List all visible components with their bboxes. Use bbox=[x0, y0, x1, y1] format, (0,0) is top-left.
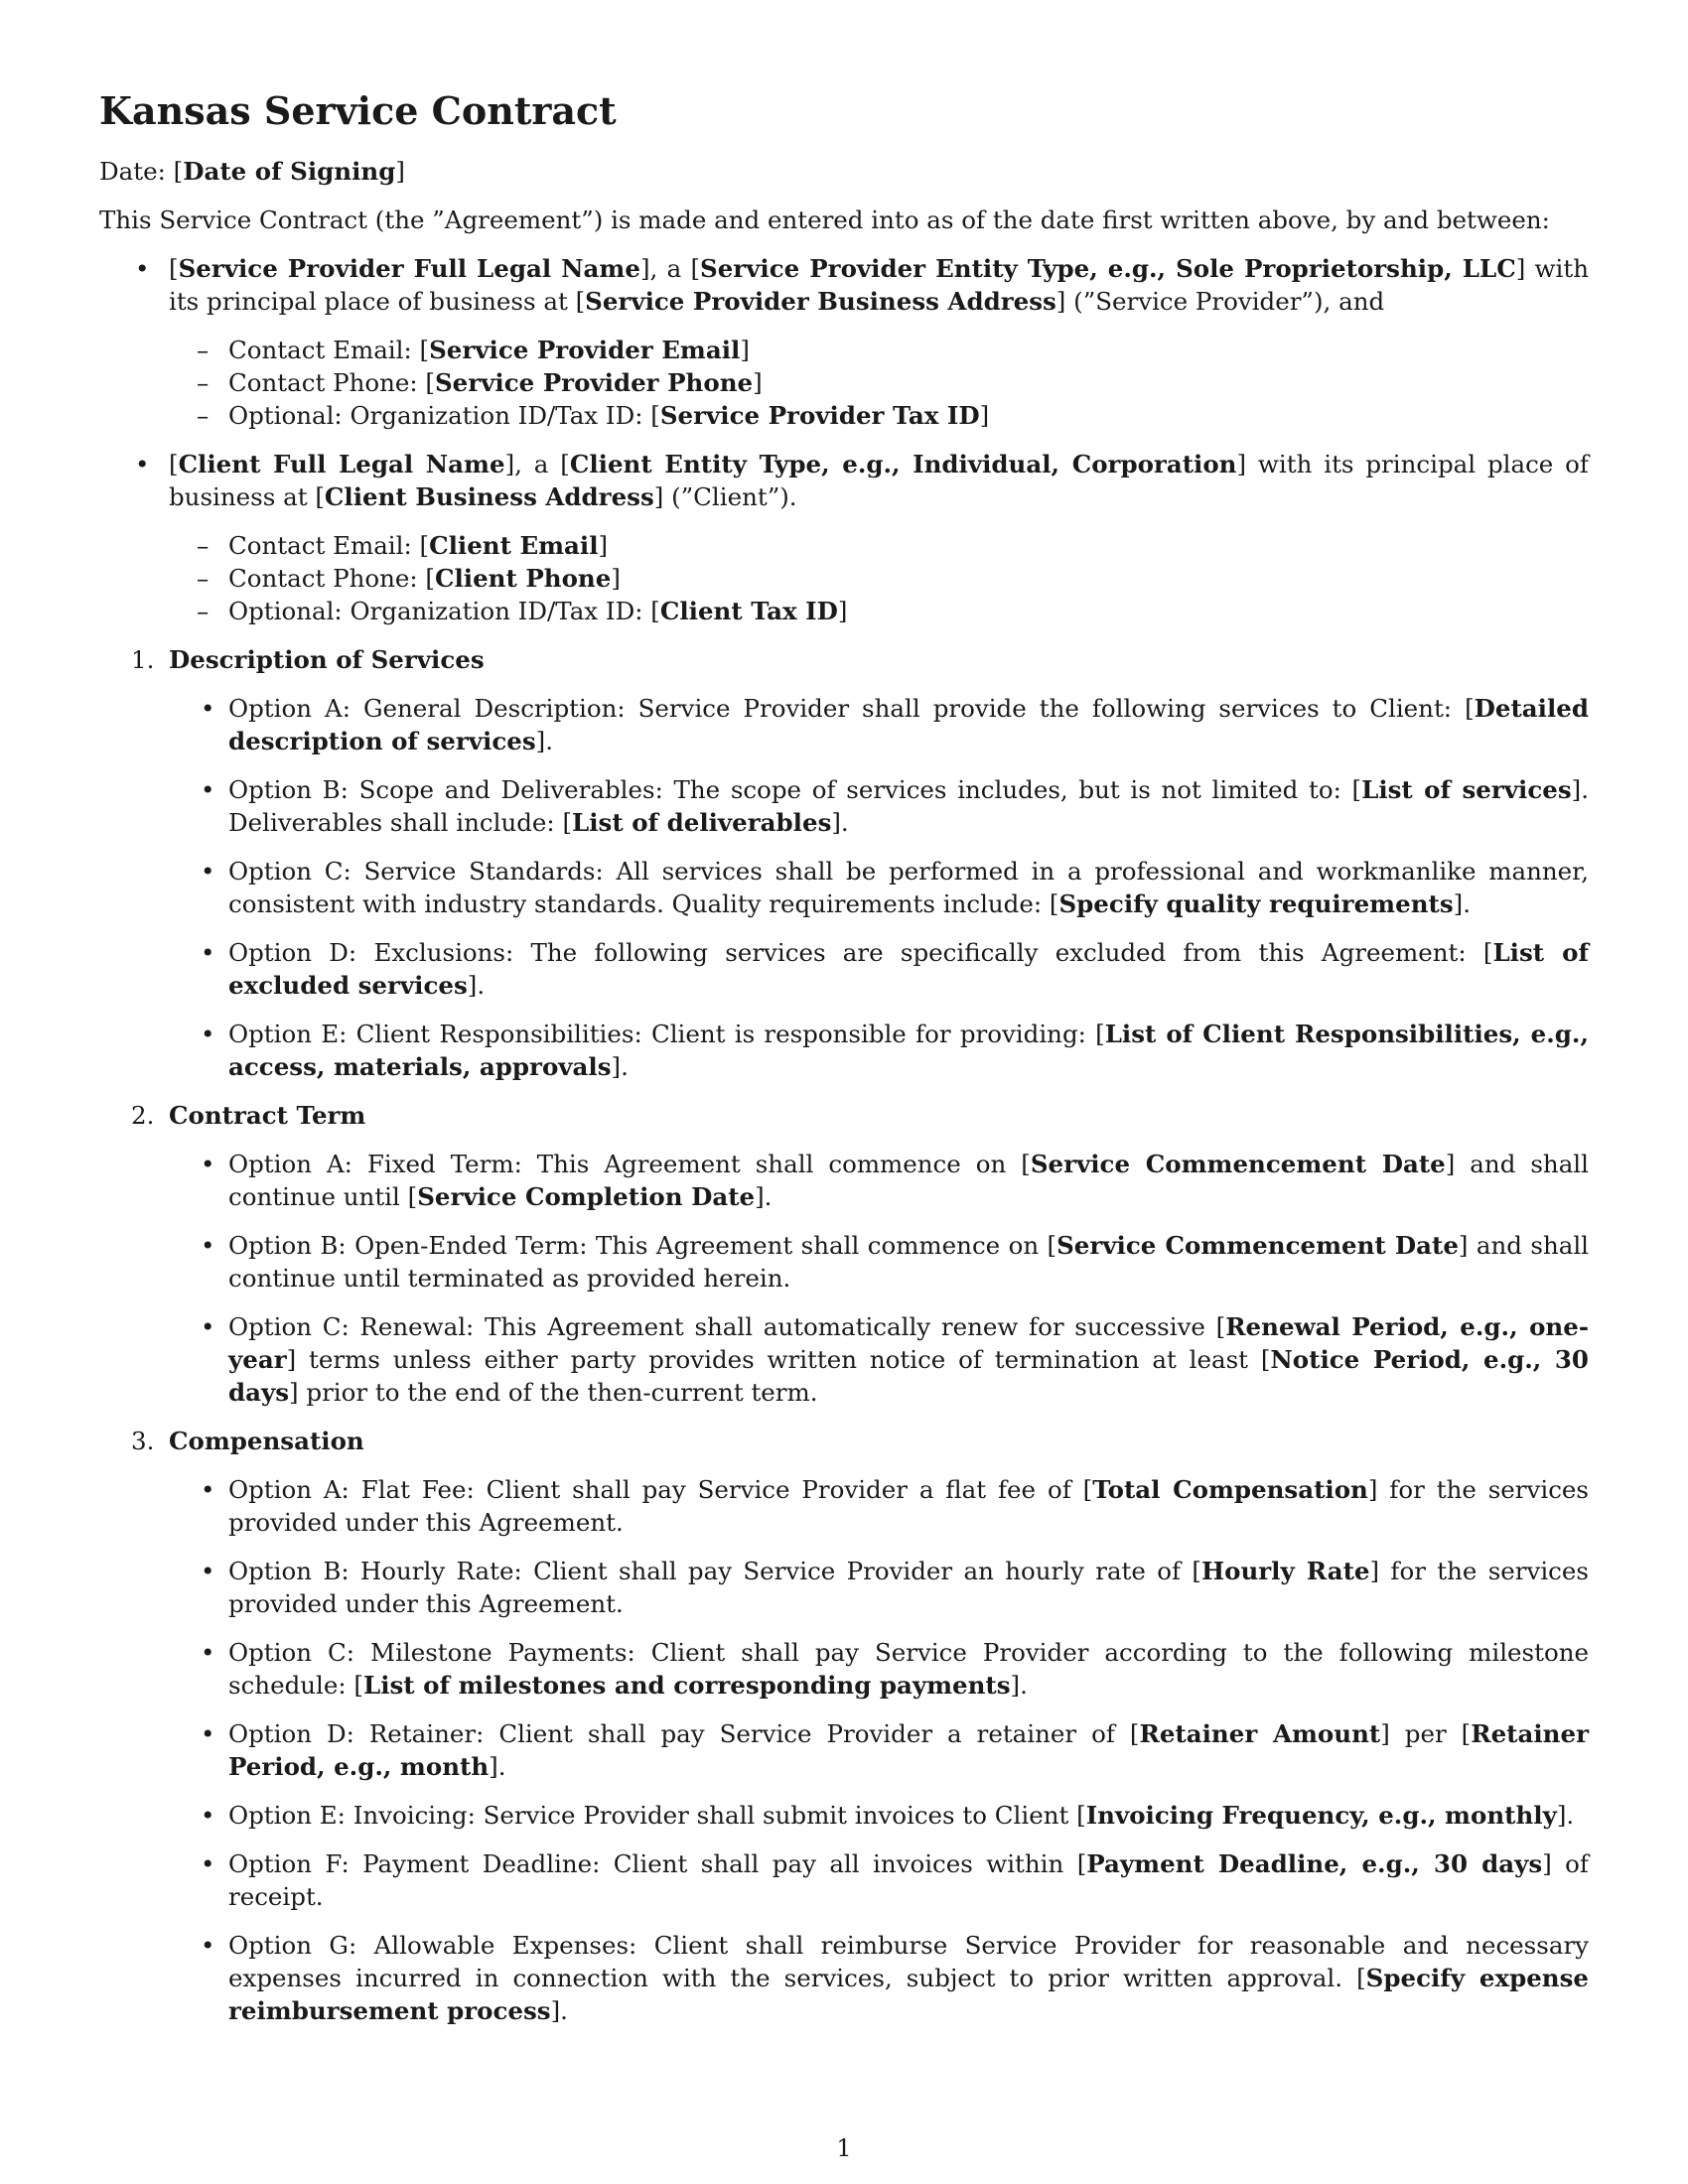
option-text: . bbox=[1020, 1671, 1028, 1700]
option-text: Option C: Milestone Payments: Client shall pay Service Provider according to the following milestone schedule: bbox=[228, 1638, 1589, 1700]
date-label: Date: bbox=[99, 157, 174, 186]
option-placeholder: Specify expense reimbursement process bbox=[228, 1964, 1589, 2025]
option-placeholder: List of Client Responsibilities, e.g., access, materials, approvals bbox=[228, 1020, 1589, 1081]
option-item: • Option B: Hourly Rate: Client shall pay Service Provider an hourly rate of [Hourly Rate] for the services provided under this Agreement. bbox=[169, 1555, 1589, 1620]
option-text: . bbox=[764, 1182, 773, 1211]
provider-phone: Service Provider Phone bbox=[434, 368, 754, 397]
page-number: 1 bbox=[836, 2134, 852, 2162]
provider-email: Service Provider Email bbox=[429, 336, 741, 364]
option-item: • Option B: Open-Ended Term: This Agreement shall commence on [Service Commencement Date] and shall continue until terminated as provided herein. bbox=[169, 1229, 1589, 1295]
option-text: Option A: Fixed Term: This Agreement shall commence on bbox=[228, 1150, 1022, 1178]
party-service-provider: • [Service Provider Full Legal Name], a [Service Provider Entity Type, e.g., Sole Proprietorship, LLC] with its principal place of business at [Service Provider Business Address] (”Service Provider”), and – Contact Email: [Service Provider Email] – Contact Phone: [Service Provider Phone] – Optional: Organization ID/Tax ID: [Service Provider Tax ID] bbox=[99, 252, 1589, 432]
option-text: terms unless either party provides written notice of termination at least bbox=[296, 1345, 1261, 1374]
provider-entity-type: Service Provider Entity Type, e.g., Sole Proprietorship, LLC bbox=[700, 254, 1516, 283]
section-number: 2. bbox=[131, 1101, 155, 1130]
option-text: for the services provided under this Agreement. bbox=[228, 1475, 1589, 1537]
client-email-label: Contact Email: bbox=[228, 531, 420, 560]
option-placeholder: Hourly Rate bbox=[1200, 1557, 1370, 1585]
provider-phone-label: Contact Phone: bbox=[228, 368, 426, 397]
option-text: . bbox=[1566, 1801, 1575, 1830]
option-text: . bbox=[477, 971, 486, 1000]
option-item: • Option D: Retainer: Client shall pay Service Provider a retainer of [Retainer Amount] per [Retainer Period, e.g., month]. bbox=[169, 1717, 1589, 1783]
option-text: Option B: Hourly Rate: Client shall pay Service Provider an hourly rate of bbox=[228, 1557, 1193, 1585]
provider-tax-id: Service Provider Tax ID bbox=[659, 401, 980, 430]
client-text: (”Client”). bbox=[663, 482, 797, 511]
section-number: 3. bbox=[131, 1427, 155, 1455]
option-text: Option F: Payment Deadline: Client shall pay all invoices within bbox=[228, 1849, 1077, 1878]
provider-name: Service Provider Full Legal Name bbox=[178, 254, 640, 283]
option-item: • Option B: Scope and Deliverables: The scope of services includes, but is not limited to: [List of services]. Deliverables shall include: [List of deliverables]. bbox=[169, 773, 1589, 839]
option-text: Option G: Allowable Expenses: Client shall reimburse Service Provider for reasonable and necessary expenses incurred in connection with the services, subject to prior written approval. bbox=[228, 1931, 1589, 1992]
client-text: , a bbox=[514, 450, 561, 478]
option-item: • Option C: Service Standards: All services shall be performed in a professional and workmanlike manner, consistent with industry standards. Quality requirements include: [Specify quality requirements]. bbox=[169, 855, 1589, 920]
option-placeholder: Payment Deadline, e.g., 30 days bbox=[1086, 1849, 1543, 1878]
option-placeholder: Retainer Amount bbox=[1139, 1719, 1381, 1748]
option-placeholder: List of services bbox=[1361, 775, 1572, 804]
provider-text: (”Service Provider”), and bbox=[1065, 287, 1385, 316]
option-item: • Option F: Payment Deadline: Client shall pay all invoices within [Payment Deadline, e.g., 30 days] of receipt. bbox=[169, 1847, 1589, 1913]
option-item: • Option D: Exclusions: The following services are specifically excluded from this Agreement: [List of excluded services]. bbox=[169, 936, 1589, 1002]
provider-contact-list bbox=[169, 334, 1589, 432]
option-placeholder: List of deliverables bbox=[572, 808, 832, 837]
provider-email-label: Contact Email: bbox=[228, 336, 420, 364]
option-placeholder: Specify quality requirements bbox=[1058, 889, 1454, 918]
client-tax-item: – Optional: Organization ID/Tax ID: [Client Tax ID] bbox=[169, 595, 1589, 627]
section-title: Description of Services bbox=[169, 645, 485, 674]
client-phone-label: Contact Phone: bbox=[228, 564, 426, 593]
client-entity-type: Client Entity Type, e.g., Individual, Corporation bbox=[569, 450, 1237, 478]
section-description-of-services bbox=[99, 643, 1589, 1083]
client-tax-id: Client Tax ID bbox=[659, 597, 838, 625]
document-title: Kansas Service Contract bbox=[99, 88, 617, 133]
option-text: for the services provided under this Agreement. bbox=[228, 1557, 1589, 1618]
option-text: of receipt. bbox=[228, 1849, 1589, 1911]
section-compensation bbox=[99, 1425, 1589, 2027]
provider-email-item: – Contact Email: [Service Provider Email] bbox=[169, 334, 1589, 366]
client-tax-label: Optional: Organization ID/Tax ID: bbox=[228, 597, 651, 625]
option-placeholder: Service Commencement Date bbox=[1056, 1231, 1459, 1260]
option-text: Option B: Open-Ended Term: This Agreement shall commence on bbox=[228, 1231, 1048, 1260]
option-placeholder: Notice Period, e.g., 30 days bbox=[228, 1345, 1589, 1407]
option-text: Option C: Renewal: This Agreement shall automatically renew for successive bbox=[228, 1312, 1216, 1341]
option-text: Option B: Scope and Deliverables: The scope of services includes, but is not limited to: bbox=[228, 775, 1352, 804]
section-title: Compensation bbox=[169, 1427, 364, 1455]
option-text: . bbox=[497, 1752, 506, 1781]
option-placeholder: Service Completion Date bbox=[417, 1182, 756, 1211]
client-email-item: – Contact Email: [Client Email] bbox=[169, 529, 1589, 562]
option-text: Option C: Service Standards: All services shall be performed in a professional and workmanlike manner, consistent with industry standards. Quality requirements include: bbox=[228, 857, 1589, 918]
option-item: • Option E: Client Responsibilities: Client is responsible for providing: [List of Client Responsibilities, e.g., access, materials, approvals]. bbox=[169, 1018, 1589, 1083]
option-text: . bbox=[560, 1996, 568, 2025]
section-title: Contract Term bbox=[169, 1101, 366, 1130]
client-contact-list bbox=[169, 529, 1589, 627]
option-text: Option E: Invoicing: Service Provider shall submit invoices to Client bbox=[228, 1801, 1077, 1830]
date-placeholder: Date of Signing bbox=[183, 157, 396, 186]
option-text: and shall continue until bbox=[228, 1150, 1589, 1211]
options-list bbox=[169, 692, 1589, 1083]
option-item: • Option E: Invoicing: Service Provider shall submit invoices to Client [Invoicing Frequency, e.g., monthly]. bbox=[169, 1799, 1589, 1832]
option-text: . Deliverables shall include: bbox=[228, 775, 1589, 837]
option-placeholder: List of milestones and corresponding payments bbox=[362, 1671, 1011, 1700]
option-item: • Option C: Renewal: This Agreement shall automatically renew for successive [Renewal Period, e.g., one-year] terms unless either party provides written notice of termination at least [Notice Period, e.g., 30 days] prior to the end of the then-current term. bbox=[169, 1310, 1589, 1409]
party-client: • [Client Full Legal Name], a [Client Entity Type, e.g., Individual, Corporation] with its principal place of business at [Client Business Address] (”Client”). – Contact Email: [Client Email] – Contact Phone: [Client Phone] – Optional: Organization ID/Tax ID: [Client Tax ID] bbox=[99, 448, 1589, 627]
option-text: Option D: Exclusions: The following services are specifically excluded from this Agreement: bbox=[228, 938, 1483, 967]
option-item: • Option C: Milestone Payments: Client shall pay Service Provider according to the following milestone schedule: [List of milestones and corresponding payments]. bbox=[169, 1636, 1589, 1702]
option-placeholder: Retainer Period, e.g., month bbox=[228, 1719, 1589, 1781]
provider-address: Service Provider Business Address bbox=[585, 287, 1056, 316]
intro-paragraph: This Service Contract (the ”Agreement”) is made and entered into as of the date first written above, by and between: bbox=[99, 205, 1550, 234]
client-address: Client Business Address bbox=[324, 482, 654, 511]
option-placeholder: Renewal Period, e.g., one-year bbox=[228, 1312, 1589, 1374]
option-placeholder: Service Commencement Date bbox=[1030, 1150, 1446, 1178]
option-text: Option A: General Description: Service Provider shall provide the following services to Client: bbox=[228, 694, 1466, 723]
option-text: . bbox=[840, 808, 849, 837]
provider-text: , a bbox=[649, 254, 691, 283]
option-text: Option A: Flat Fee: Client shall pay Service Provider a flat fee of bbox=[228, 1475, 1083, 1504]
provider-tax-label: Optional: Organization ID/Tax ID: bbox=[228, 401, 651, 430]
client-phone: Client Phone bbox=[434, 564, 612, 593]
option-text: . bbox=[1463, 889, 1471, 918]
option-text: . bbox=[545, 727, 553, 755]
provider-tax-item: – Optional: Organization ID/Tax ID: [Service Provider Tax ID] bbox=[169, 399, 1589, 432]
option-text: prior to the end of the then-current term. bbox=[298, 1378, 818, 1407]
provider-phone-item: – Contact Phone: [Service Provider Phone] bbox=[169, 366, 1589, 399]
client-name: Client Full Legal Name bbox=[178, 450, 505, 478]
parties-list bbox=[99, 252, 1589, 627]
document-page bbox=[99, 87, 1589, 2043]
option-placeholder: Total Compensation bbox=[1092, 1475, 1368, 1504]
option-text: per bbox=[1389, 1719, 1462, 1748]
option-text: Option D: Retainer: Client shall pay Service Provider a retainer of bbox=[228, 1719, 1130, 1748]
option-placeholder: List of excluded services bbox=[228, 938, 1589, 1000]
option-item: • Option G: Allowable Expenses: Client shall reimburse Service Provider for reasonable and necessary expenses incurred in connection with the services, subject to prior written approval. [Specify expense reimbursement process]. bbox=[169, 1929, 1589, 2027]
options-list bbox=[169, 1473, 1589, 2027]
options-list bbox=[169, 1148, 1589, 1409]
date-line: Date: [Date of Signing] bbox=[99, 157, 405, 186]
section-number: 1. bbox=[131, 645, 155, 674]
option-item: • Option A: General Description: Service Provider shall provide the following services to Client: [Detailed description of services]. bbox=[169, 692, 1589, 757]
option-text: and shall continue until terminated as provided herein. bbox=[228, 1231, 1589, 1293]
client-phone-item: – Contact Phone: [Client Phone] bbox=[169, 562, 1589, 595]
option-item: • Option A: Fixed Term: This Agreement shall commence on [Service Commencement Date] and shall continue until [Service Completion Date]. bbox=[169, 1148, 1589, 1213]
client-text: with its principal place of business at bbox=[169, 450, 1589, 511]
option-placeholder: Detailed description of services bbox=[228, 694, 1589, 755]
option-item: • Option A: Flat Fee: Client shall pay Service Provider a flat fee of [Total Compensation] for the services provided under this Agreement. bbox=[169, 1473, 1589, 1539]
option-placeholder: Invoicing Frequency, e.g., monthly bbox=[1085, 1801, 1557, 1830]
section-contract-term bbox=[99, 1099, 1589, 1409]
option-text: Option E: Client Responsibilities: Client is responsible for providing: bbox=[228, 1020, 1096, 1048]
option-text: . bbox=[621, 1052, 629, 1081]
provider-text: with its principal place of business at bbox=[169, 254, 1589, 316]
client-email: Client Email bbox=[429, 531, 599, 560]
